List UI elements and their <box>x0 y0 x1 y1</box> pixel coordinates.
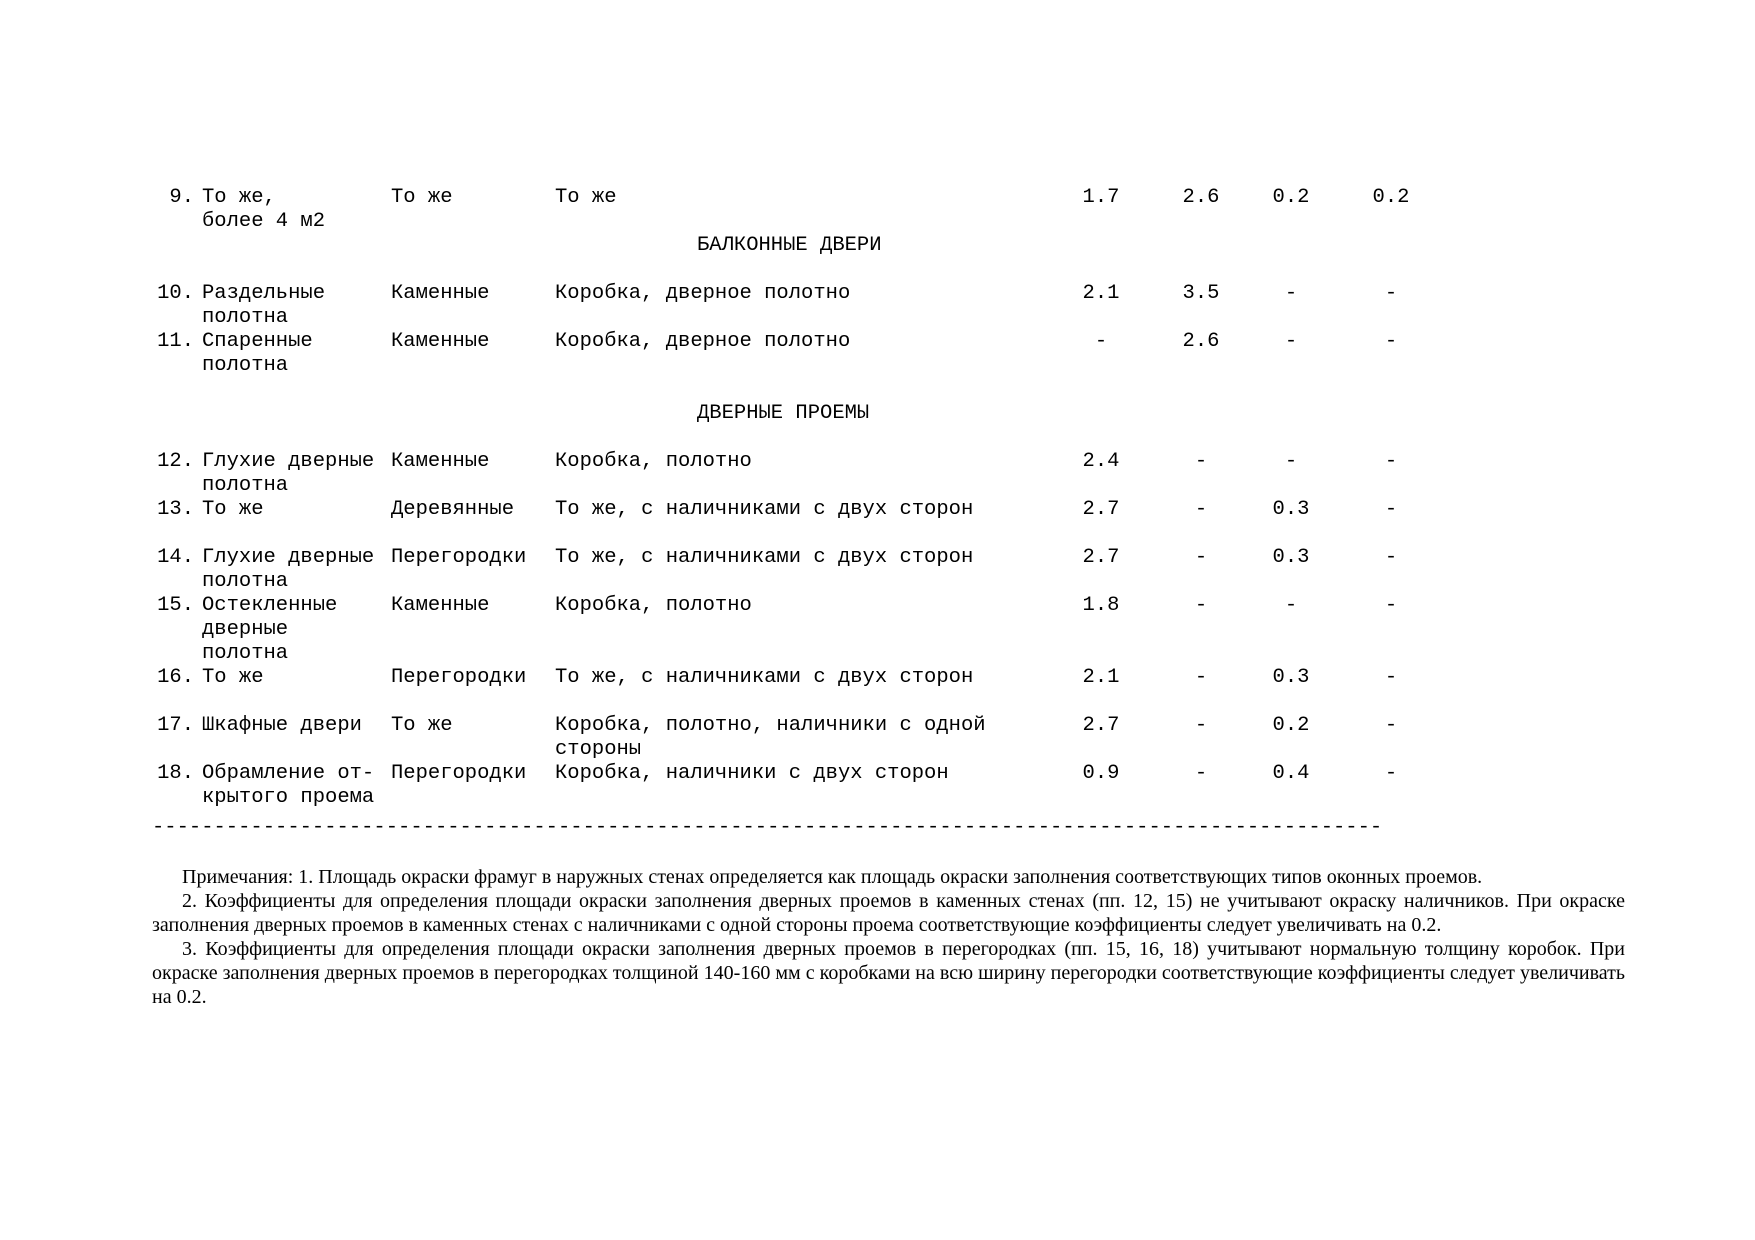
coefficient-2: - <box>1194 498 1208 521</box>
coefficient-4: - <box>1384 594 1398 617</box>
item-name-line: То же, <box>202 186 276 209</box>
coefficient-1: 2.1 <box>1082 282 1120 305</box>
coefficient-4: - <box>1384 450 1398 473</box>
item-name <box>202 186 325 234</box>
coefficient-3: - <box>1284 282 1298 305</box>
wall-type: Перегородки <box>391 762 527 785</box>
item-name-line: полотна <box>202 570 289 593</box>
coefficient-1: 2.7 <box>1082 498 1120 521</box>
item-name-line: Раздельные <box>202 282 326 305</box>
coefficient-4: - <box>1384 330 1398 353</box>
item-name-line: полотна <box>202 474 289 497</box>
coefficient-3: 0.3 <box>1272 546 1310 569</box>
painted-elements-line: Коробка, полотно <box>555 594 752 617</box>
item-name-line: дверные <box>202 618 289 641</box>
section-title: БАЛКОННЫЕ ДВЕРИ <box>697 234 882 257</box>
painted-elements <box>555 498 973 522</box>
item-name <box>202 546 374 594</box>
row-number: 15. <box>157 594 194 617</box>
painted-elements-line: То же <box>555 186 617 209</box>
notes-block <box>152 865 1625 1009</box>
painted-elements <box>555 666 973 690</box>
item-name <box>202 282 325 330</box>
item-name <box>202 498 264 522</box>
coefficient-4: - <box>1384 282 1398 305</box>
section-title: ДВЕРНЫЕ ПРОЕМЫ <box>697 402 870 425</box>
item-name-line: полотна <box>202 354 289 377</box>
painted-elements-line: Коробка, полотно, наличники с одной <box>555 714 986 737</box>
note-2: 2. Коэффициенты для определения площади окраски заполнения дверных проемов в каменных стенах (пп. 12, 15) не учитывают окраску наличников. При окраске заполнения дверных проемов в каменных стенах с наличниками с одной стороны проема соответствующие коэффициенты следует увеличивать на 0.2. <box>152 890 1625 936</box>
painted-elements <box>555 762 949 786</box>
item-name <box>202 450 374 498</box>
wall-type: Каменные <box>391 282 490 305</box>
item-name-line: Спаренные <box>202 330 313 353</box>
coefficient-3: 0.2 <box>1272 714 1310 737</box>
coefficient-2: 2.6 <box>1182 186 1220 209</box>
table-bottom-rule: ---------------------------------------------------------------------------------------------------- <box>152 816 1383 839</box>
coefficient-2: 3.5 <box>1182 282 1220 305</box>
item-name-line: крытого проема <box>202 786 375 809</box>
painted-elements-line: Коробка, полотно <box>555 450 752 473</box>
wall-type: Перегородки <box>391 546 527 569</box>
coefficient-4: - <box>1384 762 1398 785</box>
note-1: Примечания: 1. Площадь окраски фрамуг в наружных стенах определяется как площадь окраски заполнения соответствующих типов оконных проемов. <box>182 866 1483 888</box>
item-name <box>202 330 313 378</box>
coefficient-3: - <box>1284 330 1298 353</box>
painted-elements <box>555 546 973 570</box>
row-number: 16. <box>157 666 194 689</box>
item-name-line: более 4 м2 <box>202 210 326 233</box>
coefficient-4: - <box>1384 498 1398 521</box>
wall-type: Деревянные <box>391 498 515 521</box>
painted-elements-line: То же, с наличниками с двух сторон <box>555 498 974 521</box>
item-name-line: Остекленные <box>202 594 338 617</box>
coefficient-2: - <box>1194 666 1208 689</box>
coefficient-1: 2.1 <box>1082 666 1120 689</box>
coefficient-4: 0.2 <box>1372 186 1410 209</box>
row-number: 17. <box>157 714 194 737</box>
coefficient-3: 0.4 <box>1272 762 1310 785</box>
item-name-line: полотна <box>202 642 289 665</box>
coefficient-3: 0.2 <box>1272 186 1310 209</box>
row-number: 14. <box>157 546 194 569</box>
coefficient-1: 2.7 <box>1082 546 1120 569</box>
wall-type: То же <box>391 714 453 737</box>
painted-elements-line: Коробка, дверное полотно <box>555 330 851 353</box>
wall-type: Каменные <box>391 450 490 473</box>
note-3: 3. Коэффициенты для определения площади окраски заполнения дверных проемов в перегородках (пп. 15, 16, 18) учитывают нормальную толщину коробок. При окраске заполнения дверных проемов в перегородках толщиной 140-160 мм с коробками на всю ширину перегородки соответствующие коэффициенты следует увеличивать на 0.2. <box>152 938 1625 1008</box>
coefficient-2: 2.6 <box>1182 330 1220 353</box>
wall-type: Перегородки <box>391 666 527 689</box>
painted-elements <box>555 186 617 210</box>
coefficient-4: - <box>1384 714 1398 737</box>
coefficient-1: 1.7 <box>1082 186 1120 209</box>
coefficient-1: - <box>1094 330 1108 353</box>
row-number: 9. <box>169 186 194 209</box>
coefficient-2: - <box>1194 450 1208 473</box>
coefficient-3: 0.3 <box>1272 498 1310 521</box>
painted-elements <box>555 282 850 306</box>
coefficient-2: - <box>1194 546 1208 569</box>
coefficient-1: 1.8 <box>1082 594 1120 617</box>
coefficient-4: - <box>1384 546 1398 569</box>
coefficient-2: - <box>1194 714 1208 737</box>
painted-elements-line: То же, с наличниками с двух сторон <box>555 546 974 569</box>
item-name-line: полотна <box>202 306 289 329</box>
row-number: 11. <box>157 330 194 353</box>
coefficient-1: 2.7 <box>1082 714 1120 737</box>
coefficient-3: - <box>1284 450 1298 473</box>
wall-type: Каменные <box>391 330 490 353</box>
wall-type: Каменные <box>391 594 490 617</box>
coefficient-3: 0.3 <box>1272 666 1310 689</box>
item-name-line: Шкафные двери <box>202 714 362 737</box>
painted-elements <box>555 450 752 474</box>
painted-elements-line: стороны <box>555 738 642 761</box>
coefficient-2: - <box>1194 762 1208 785</box>
painted-elements <box>555 714 986 762</box>
item-name <box>202 594 337 666</box>
item-name-line: Глухие дверные <box>202 546 375 569</box>
painted-elements <box>555 594 752 618</box>
item-name <box>202 762 374 810</box>
coefficient-3: - <box>1284 594 1298 617</box>
item-name-line: То же <box>202 498 264 521</box>
row-number: 18. <box>157 762 194 785</box>
row-number: 12. <box>157 450 194 473</box>
item-name-line: Обрамление от- <box>202 762 375 785</box>
item-name <box>202 666 264 690</box>
item-name <box>202 714 362 738</box>
item-name-line: То же <box>202 666 264 689</box>
row-number: 10. <box>157 282 194 305</box>
wall-type: То же <box>391 186 453 209</box>
painted-elements-line: Коробка, наличники с двух сторон <box>555 762 949 785</box>
coefficient-4: - <box>1384 666 1398 689</box>
painted-elements-line: Коробка, дверное полотно <box>555 282 851 305</box>
coefficient-1: 2.4 <box>1082 450 1120 473</box>
coefficient-1: 0.9 <box>1082 762 1120 785</box>
coefficient-2: - <box>1194 594 1208 617</box>
painted-elements-line: То же, с наличниками с двух сторон <box>555 666 974 689</box>
item-name-line: Глухие дверные <box>202 450 375 473</box>
painted-elements <box>555 330 850 354</box>
row-number: 13. <box>157 498 194 521</box>
